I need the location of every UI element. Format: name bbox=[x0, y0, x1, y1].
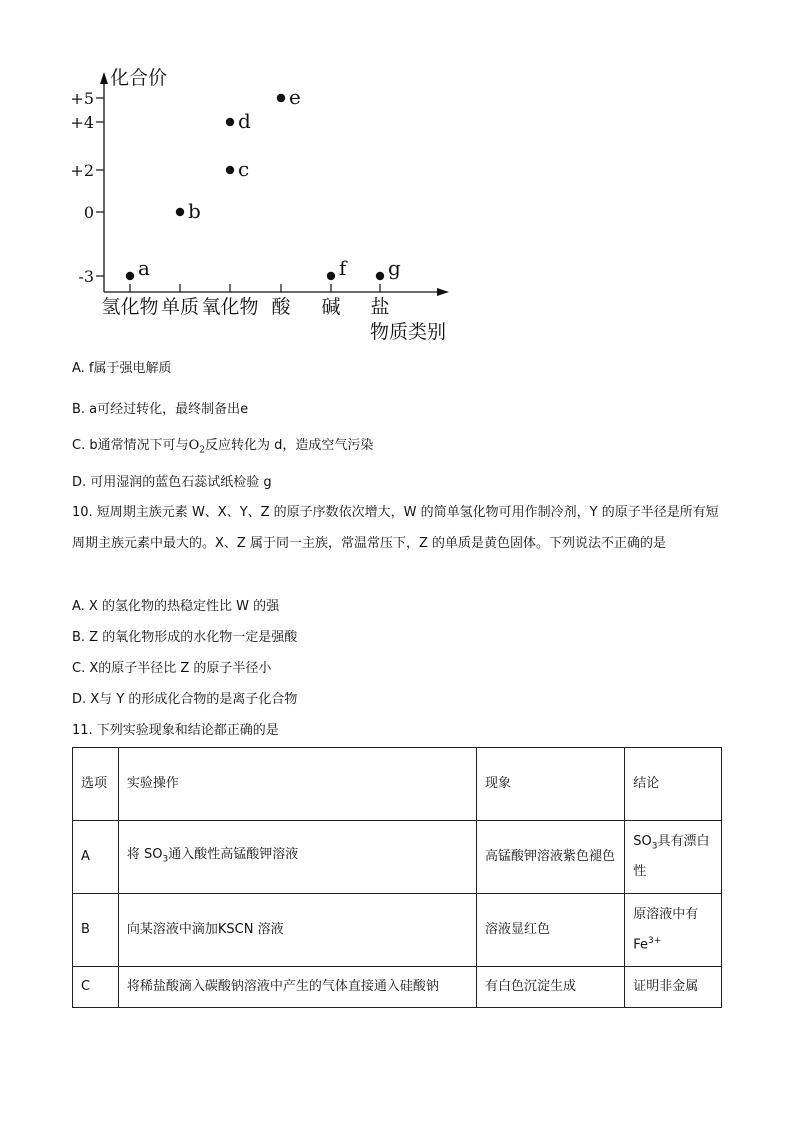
row-option: A bbox=[73, 821, 119, 894]
valence-category-chart bbox=[0, 0, 794, 360]
data-point-b bbox=[176, 208, 184, 216]
q9-option-b: B. a可经过转化，最终制备出e bbox=[72, 402, 249, 417]
x-tick-label: 氧化物 bbox=[201, 296, 259, 318]
row-phenomenon: 有白色沉淀生成 bbox=[477, 967, 625, 1008]
row-phenomenon: 高锰酸钾溶液紫色褪色 bbox=[477, 821, 625, 894]
data-point-c bbox=[226, 166, 234, 174]
x-axis-arrow bbox=[437, 288, 449, 296]
q9-option-d: D. 可用湿润的蓝色石蕊试纸检验 g bbox=[72, 475, 272, 490]
y-tick-label: +4 bbox=[70, 113, 94, 132]
q9-option-c bbox=[72, 437, 373, 460]
data-point-e bbox=[277, 94, 285, 102]
data-point-label: b bbox=[188, 199, 201, 223]
table-row bbox=[73, 967, 722, 1008]
x-tick-label: 氢化物 bbox=[101, 296, 159, 318]
q10-option-c: C. X的原子半径比 Z 的原子半径小 bbox=[72, 661, 272, 676]
data-point-label: g bbox=[388, 256, 401, 280]
q10-stem: 10. 短周期主族元素 W、X、Y、Z 的原子序数依次增大，W 的简单氢化物可用作制冷剂，Y 的原子半径是所有短周期主族元素中最大的。X、Z 属于同一主族，常温常压下，Z 的单质是黄色固体。下列说法不正确的是 bbox=[72, 505, 719, 551]
table-row bbox=[73, 894, 722, 967]
o2-formula: $O_2$ bbox=[188, 438, 206, 456]
x-tick-label: 碱 bbox=[321, 296, 341, 318]
data-point-label: e bbox=[289, 85, 301, 109]
x-tick-label: 单质 bbox=[160, 296, 200, 318]
row-conclusion: $SO_3$具有漂白性 bbox=[625, 821, 722, 894]
y-tick-label: +5 bbox=[70, 89, 94, 108]
y-tick-label: -3 bbox=[78, 267, 94, 286]
data-point-f bbox=[327, 272, 335, 280]
header-conclusion: 结论 bbox=[625, 748, 722, 821]
q9-option-a: A. f属于强电解质 bbox=[72, 361, 172, 376]
q10-option-b: B. Z 的氧化物形成的水化物一定是强酸 bbox=[72, 630, 298, 645]
row-option: B bbox=[73, 894, 119, 967]
data-point-g bbox=[376, 272, 384, 280]
header-operation: 实验操作 bbox=[118, 748, 476, 821]
data-point-d bbox=[226, 118, 234, 126]
row-option: C bbox=[73, 967, 119, 1008]
q11-table bbox=[72, 747, 722, 1008]
row-phenomenon: 溶液显红色 bbox=[477, 894, 625, 967]
x-tick-label: 盐 bbox=[370, 296, 390, 318]
q9-option-c-post: 反应转化为 d，造成空气污染 bbox=[205, 438, 374, 453]
x-tick-label: 酸 bbox=[271, 296, 291, 318]
y-axis-label: 化合价 bbox=[110, 67, 168, 89]
q11-stem: 11. 下列实验现象和结论都正确的是 bbox=[72, 723, 279, 738]
row-operation: 向某溶液中滴加KSCN 溶液 bbox=[118, 894, 476, 967]
table-header-row bbox=[73, 748, 722, 821]
q10-option-d: D. X与 Y 的形成化合物的是离子化合物 bbox=[72, 692, 298, 707]
data-point-label: d bbox=[238, 109, 251, 133]
y-tick-label: 0 bbox=[83, 203, 94, 222]
x-axis-label: 物质类别 bbox=[370, 321, 447, 343]
row-conclusion: 原溶液中有$Fe^{3+}$ bbox=[625, 894, 722, 967]
q10-option-a: A. X 的氢化物的热稳定性比 W 的强 bbox=[72, 599, 280, 614]
data-point-label: c bbox=[238, 157, 250, 181]
row-operation: 将稀盐酸滴入碳酸钠溶液中产生的气体直接通入硅酸钠 bbox=[118, 967, 476, 1008]
data-point-label: f bbox=[339, 256, 347, 280]
y-tick-label: +2 bbox=[70, 161, 94, 180]
row-conclusion: 证明非金属 bbox=[625, 967, 722, 1008]
table-row bbox=[73, 821, 722, 894]
y-axis-arrow bbox=[100, 72, 108, 84]
header-option: 选项 bbox=[73, 748, 119, 821]
data-point-label: a bbox=[138, 256, 150, 280]
row-operation: 将 $SO_3$通入酸性高锰酸钾溶液 bbox=[118, 821, 476, 894]
data-point-a bbox=[126, 272, 134, 280]
q9-option-c-pre: C. b通常情况下可与 bbox=[72, 438, 189, 453]
header-phenomenon: 现象 bbox=[477, 748, 625, 821]
